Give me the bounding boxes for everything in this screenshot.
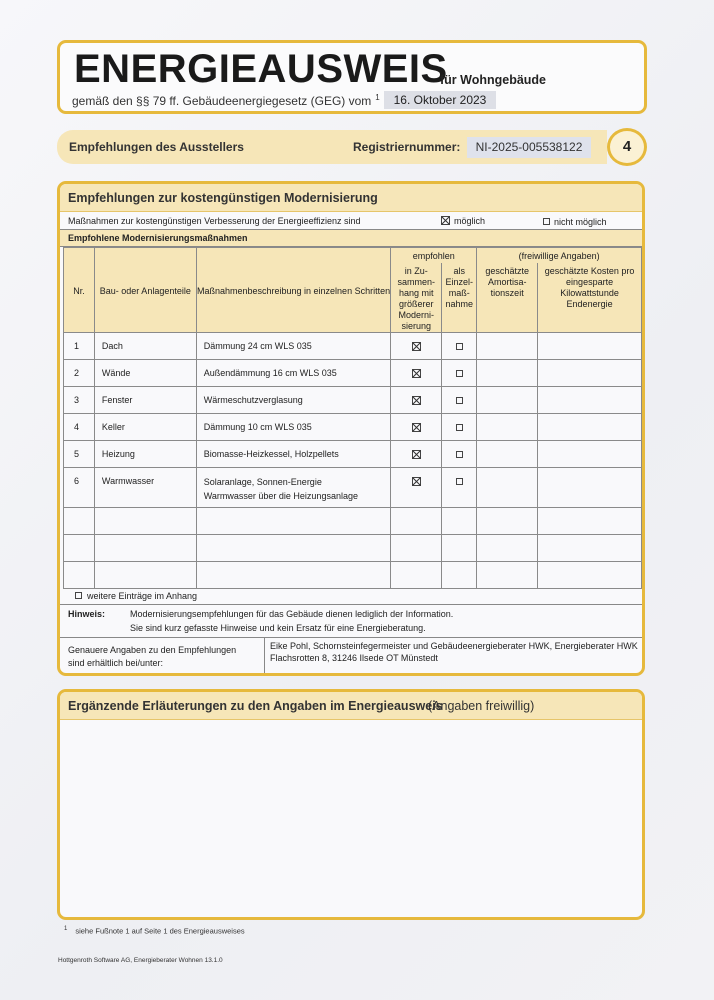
row-nr: 3 [64,386,95,413]
row-amortisation [477,467,538,507]
unchecked-checkbox-icon[interactable] [456,451,463,458]
issuer-band [57,130,607,164]
empty-table-row [64,534,642,561]
contact-divider [264,638,265,674]
page-number-badge: 4 [607,128,647,166]
law-text: gemäß den §§ 79 ff. Gebäudeenergiegesetz (GEG) vom [72,94,372,108]
footnote-text: siehe Fußnote 1 auf Seite 1 des Energieausweises [75,926,245,936]
row-zusammenhang-cell [391,413,442,440]
row-zusammenhang-cell [391,386,442,413]
col-nr: Nr. [64,248,95,333]
unchecked-checkbox-icon[interactable] [543,218,550,225]
row-amortisation [477,413,538,440]
row-bauteil: Dach [94,332,196,359]
checked-checkbox-icon[interactable] [412,369,421,378]
contact-row [60,637,642,673]
modernization-header [60,184,642,212]
option-not-possible [539,216,607,227]
registration-label: Registriernummer: [353,140,461,154]
checked-checkbox-icon[interactable] [441,216,450,225]
notice-line-2: Sie sind kurz gefasste Hinweise und kein Ersatz für eine Energieberatung. [130,623,426,633]
row-einzel-cell [442,440,477,467]
checked-checkbox-icon[interactable] [412,450,421,459]
unchecked-checkbox-icon[interactable] [75,592,82,599]
col-zusammenhang: in Zu-sammen-hang mit größerer Moderni-sierung [391,263,442,333]
notice-line-1: Modernisierungsempfehlungen für das Gebäude dienen lediglich der Information. [130,609,454,619]
unchecked-checkbox-icon[interactable] [456,370,463,377]
measures-possible-row [60,212,642,230]
row-kosten [538,413,642,440]
row-beschreibung: Wärmeschutzverglasung [196,386,391,413]
option-not-possible-label: nicht möglich [554,216,607,227]
table-row [64,386,642,413]
contact-label-1: Genauere Angaben zu den Empfehlungen [68,645,237,655]
row-bauteil: Warmwasser [94,467,196,507]
table-row [64,359,642,386]
col-einzelmassnahme: als Einzel-maß-nahme [442,263,477,333]
row-einzel-cell [442,332,477,359]
table-row [64,413,642,440]
col-empfohlen: empfohlen [391,248,477,263]
contact-address: Flachsrotten 8, 31246 Ilsede OT Münstedt [270,653,438,663]
row-kosten [538,467,642,507]
unchecked-checkbox-icon[interactable] [456,478,463,485]
footnote-ref: 1 [375,93,380,102]
row-bauteil: Fenster [94,386,196,413]
measures-label: Maßnahmen zur kostengünstigen Verbesserung der Energieeffizienz sind [68,216,361,226]
modernization-section [57,181,645,676]
row-amortisation [477,440,538,467]
row-nr: 2 [64,359,95,386]
row-nr: 6 [64,467,95,507]
document-title: ENERGIEAUSWEIS [74,47,448,91]
checked-checkbox-icon[interactable] [412,396,421,405]
row-beschreibung: Biomasse-Heizkessel, Holzpellets [196,440,391,467]
row-beschreibung: Dämmung 24 cm WLS 035 [196,332,391,359]
row-zusammenhang-cell [391,440,442,467]
row-kosten [538,440,642,467]
row-beschreibung: Dämmung 10 cm WLS 035 [196,413,391,440]
explanations-title: Ergänzende Erläuterungen zu den Angaben im Energieausweis [68,699,443,713]
checked-checkbox-icon[interactable] [412,477,421,486]
row-beschreibung: Solaranlage, Sonnen-Energie [203,476,322,487]
checked-checkbox-icon[interactable] [412,342,421,351]
recommended-measures-header [60,230,642,247]
modernization-title: Empfehlungen zur kostengünstigen Modernisierung [68,191,378,205]
row-kosten [538,359,642,386]
row-einzel-cell [442,467,477,507]
checked-checkbox-icon[interactable] [412,423,421,432]
notice-label: Hinweis: [68,609,106,619]
row-nr: 4 [64,413,95,440]
registration-number: NI-2025-005538122 [467,137,591,158]
row-einzel-cell [442,386,477,413]
issuer-recommendations-label: Empfehlungen des Ausstellers [69,140,244,154]
footnote-mark: 1 [64,926,68,932]
row-kosten [538,332,642,359]
col-kosten: geschätzte Kosten pro eingesparte Kilowattstunde Endenergie [538,263,642,333]
table-row [64,467,642,507]
row-einzel-cell [442,413,477,440]
col-bauteile: Bau- oder Anlagenteile [94,248,196,333]
option-possible [437,215,485,226]
option-possible-label: möglich [454,215,486,226]
table-row [64,332,642,359]
issue-date: 16. Oktober 2023 [384,91,496,109]
unchecked-checkbox-icon[interactable] [456,343,463,350]
row-bauteil: Wände [94,359,196,386]
notice-row [60,604,642,637]
header-box [57,40,647,114]
explanations-header [60,692,642,720]
law-reference [72,93,380,108]
col-freiwillig: (freiwillige Angaben) [477,248,642,263]
row-bauteil: Keller [94,413,196,440]
empty-table-row [64,561,642,588]
software-credit: Hottgenroth Software AG, Energieberater Wohnen 13.1.0 [58,957,223,964]
more-entries-option [70,590,197,601]
row-beschreibung-multi [196,467,391,507]
contact-name: Eike Pohl, Schornsteinfegermeister und Gebäudeenergieberater HWK, Energieberater HWK [270,641,638,651]
row-amortisation [477,386,538,413]
recommended-measures-title: Empfohlene Modernisierungsmaßnahmen [68,233,248,243]
row-kosten [538,386,642,413]
row-nr: 1 [64,332,95,359]
row-beschreibung: Außendämmung 16 cm WLS 035 [196,359,391,386]
contact-label-2: sind erhältlich bei/unter: [68,658,164,668]
more-entries-label: weitere Einträge im Anhang [87,590,198,601]
col-amortisation: geschätzte Amortisa-tionszeit [477,263,538,333]
explanations-optional: (Angaben freiwillig) [428,699,535,713]
explanations-section [57,689,645,920]
table-row [64,440,642,467]
row-amortisation [477,332,538,359]
row-bauteil: Heizung [94,440,196,467]
unchecked-checkbox-icon[interactable] [456,424,463,431]
row-nr: 5 [64,440,95,467]
measures-table [63,247,642,589]
row-zusammenhang-cell [391,359,442,386]
row-beschreibung-line2: Warmwasser über die Heizungsanlage [203,490,358,501]
row-zusammenhang-cell [391,467,442,507]
unchecked-checkbox-icon[interactable] [456,397,463,404]
document-subtitle: für Wohngebäude [440,73,547,87]
col-beschreibung: Maßnahmenbeschreibung in einzelnen Schritten [196,248,391,333]
empty-table-row [64,507,642,534]
row-einzel-cell [442,359,477,386]
row-zusammenhang-cell [391,332,442,359]
footnote [64,926,245,936]
row-amortisation [477,359,538,386]
